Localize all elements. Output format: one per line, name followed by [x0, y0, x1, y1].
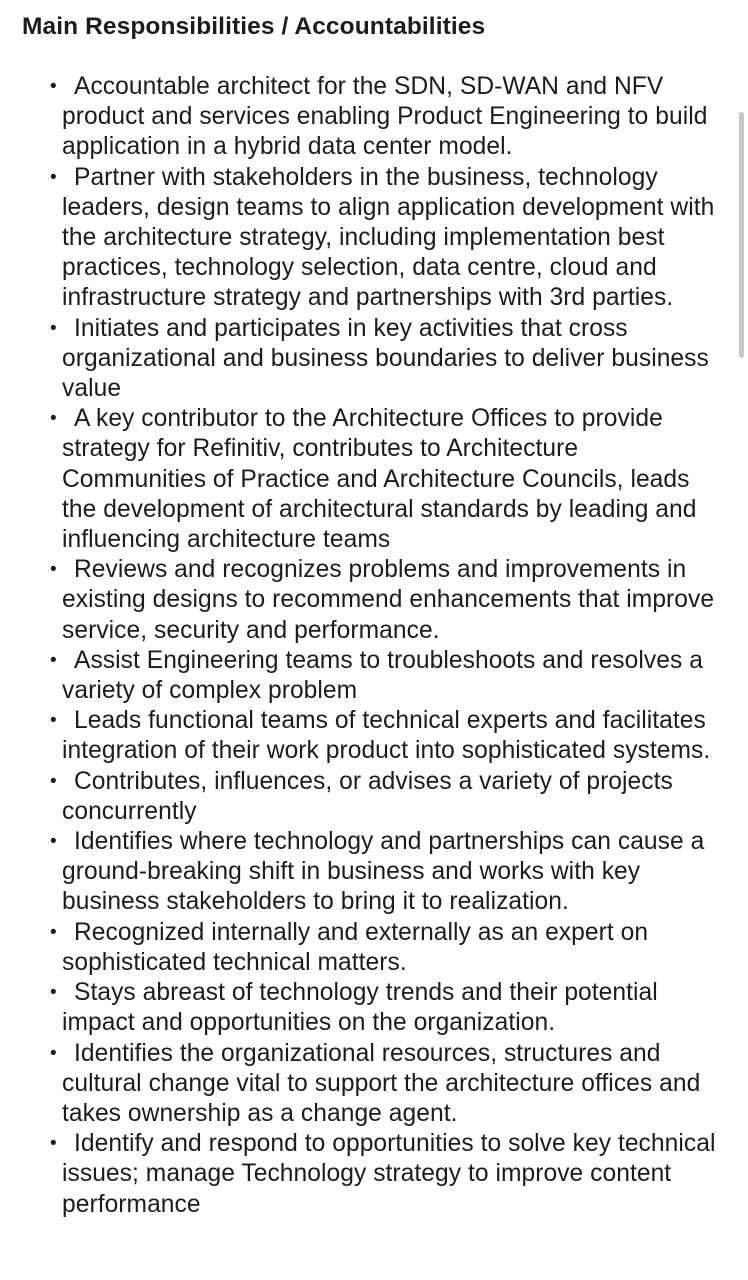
list-item-text: Initiates and participates in key activities that cross organizational and business boundaries to deliver business value	[62, 314, 709, 403]
list-item-text: Identifies where technology and partnerships can cause a ground-breaking shift in business and works with key business stakeholders to bring it to realization.	[62, 828, 705, 916]
list-item-text: Stays abreast of technology trends and their potential impact and opportunities on the organization.	[62, 979, 658, 1037]
list-item	[0, 767, 730, 827]
list-item-text: Contributes, influences, or advises a variety of projects concurrently	[62, 767, 673, 825]
bullet-icon: •	[50, 559, 57, 581]
list-item	[0, 555, 730, 646]
bullet-icon: •	[50, 1042, 57, 1064]
vertical-scrollbar[interactable]	[739, 112, 744, 358]
list-item-text: Accountable architect for the SDN, SD-WAN and NFV product and services enabling Product Engineering to build application in a hybrid data center model.	[62, 73, 708, 161]
list-item-text: Identifies the organizational resources, structures and cultural change vital to support the architecture offices and takes ownership as a change agent.	[62, 1039, 701, 1127]
bullet-icon: •	[50, 317, 57, 339]
list-item	[0, 918, 730, 978]
list-item-text: Assist Engineering teams to troubleshoots and resolves a variety of complex problem	[62, 646, 703, 705]
list-item	[0, 646, 730, 706]
list-item-text: Partner with stakeholders in the business, technology leaders, design teams to align application development with the architecture strategy, including implementation best practices, technology selection, data centre, cloud and infrastructure strategy and partnerships with 3rd parties.	[62, 163, 715, 312]
bullet-icon: •	[50, 982, 57, 1004]
bullet-icon: •	[50, 1133, 57, 1155]
list-item-text: A key contributor to the Architecture Offices to provide strategy for Refinitiv, contributes to Architecture Communities of Practice and Architecture Councils, leads the development of architectural standards by leading and influencing architecture teams	[62, 405, 697, 554]
bullet-icon: •	[50, 770, 57, 792]
bullet-icon: •	[50, 408, 57, 430]
list-item	[0, 706, 730, 766]
section-title: Main Responsibilities / Accountabilities	[22, 13, 486, 40]
list-item	[0, 827, 730, 918]
responsibilities-list	[0, 72, 730, 1220]
list-item	[0, 978, 730, 1038]
list-item-text: Recognized internally and externally as an expert on sophisticated technical matters.	[62, 918, 649, 976]
list-item	[0, 404, 730, 555]
bullet-icon: •	[50, 166, 57, 188]
list-item	[0, 72, 730, 163]
bullet-icon: •	[50, 76, 57, 97]
bullet-icon: •	[50, 710, 57, 732]
bullet-icon: •	[50, 831, 57, 853]
bullet-icon: •	[50, 649, 57, 671]
list-item-text: Reviews and recognizes problems and improvements in existing designs to recommend enhancements that improve service, security and performance.	[62, 556, 715, 644]
bullet-icon: •	[50, 921, 57, 943]
list-item	[0, 1039, 730, 1130]
list-item	[0, 314, 730, 405]
list-item	[0, 163, 730, 314]
list-item	[0, 1129, 730, 1220]
list-item-text: Leads functional teams of technical experts and facilitates integration of their work product into sophisticated systems.	[62, 707, 711, 765]
list-item-text: Identify and respond to opportunities to solve key technical issues; manage Technology strategy to improve content performance	[62, 1130, 716, 1218]
